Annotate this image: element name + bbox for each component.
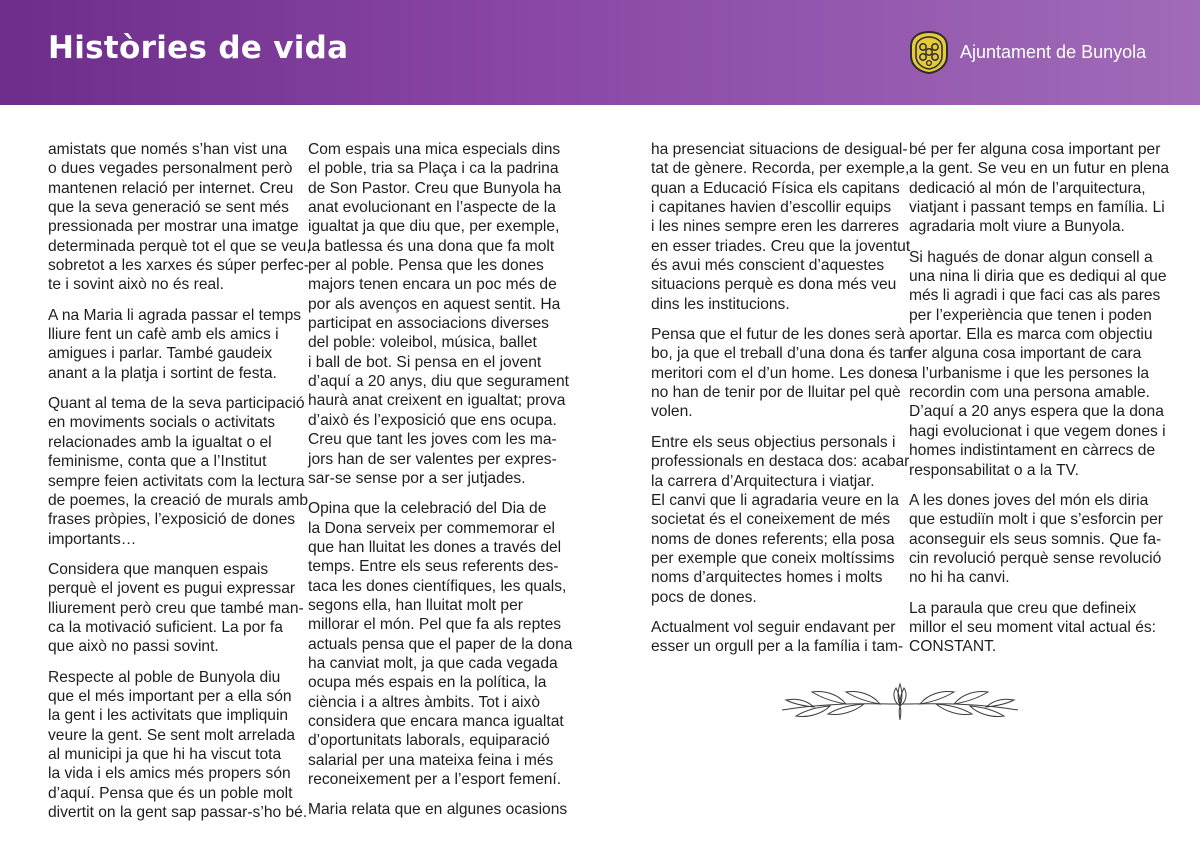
text-line: lliurement però creu que també man- bbox=[48, 599, 304, 617]
text-line: en moviments socials o activitats bbox=[48, 414, 276, 432]
text-line: D’aquí a 20 anys espera que la dona bbox=[909, 403, 1164, 421]
text-line: considera que encara manca igualtat bbox=[308, 712, 564, 730]
paragraph bbox=[651, 433, 911, 607]
text-line: anat evolucionant en l’aspecte de la bbox=[308, 199, 556, 217]
paragraph bbox=[651, 618, 911, 657]
paragraph bbox=[909, 140, 1169, 237]
header-banner bbox=[0, 0, 1200, 105]
text-line: Entre els seus objectius personals i bbox=[651, 433, 896, 451]
text-line: societat és el coneixement de més bbox=[651, 511, 891, 529]
text-line: bo, ja que el treball d’una dona és tan bbox=[651, 345, 912, 363]
text-line: El canvi que li agradaria veure en la bbox=[651, 491, 899, 509]
text-line: noms de dones referents; ella posa bbox=[651, 530, 895, 548]
text-line: que estudiïn molt i que s’esforcin per bbox=[909, 511, 1163, 529]
text-line: haurà anat creixent en igualtat; prova bbox=[308, 392, 566, 410]
text-line: dins les institucions. bbox=[651, 295, 790, 313]
text-line: te i sovint això no és real. bbox=[48, 276, 224, 294]
text-line: CONSTANT. bbox=[909, 638, 997, 656]
text-line: que el més important per a ella són bbox=[48, 687, 292, 705]
paragraph bbox=[651, 140, 911, 314]
text-line: en esser triades. Creu que la joventut bbox=[651, 237, 911, 255]
text-line: quan a Educació Física els capitans bbox=[651, 179, 900, 197]
paragraph bbox=[48, 668, 311, 823]
text-line: A na Maria li agrada passar el temps bbox=[48, 306, 302, 324]
paragraph bbox=[308, 800, 572, 819]
text-line: i capitanes havien d’escollir equips bbox=[651, 199, 892, 217]
text-line: sar-se sense por a ser jutjades. bbox=[308, 469, 526, 487]
text-line: Com espais una mica especials dins bbox=[308, 141, 561, 158]
paragraph bbox=[909, 599, 1169, 657]
municipal-seal-icon bbox=[908, 30, 950, 74]
text-line: Actualment vol seguir endavant per bbox=[651, 618, 896, 636]
text-line: d’oportunitats laborals, equiparació bbox=[308, 732, 550, 750]
text-line: salarial per una mateixa feina i més bbox=[308, 751, 554, 769]
text-line: d’això és l’exposició que ens ocupa. bbox=[308, 411, 557, 429]
text-line: hagi evolucionat i que vegem dones i bbox=[909, 422, 1166, 440]
text-line: la batlessa és una dona que fa molt bbox=[308, 237, 555, 255]
text-line: situacions perquè es dona més veu bbox=[651, 276, 897, 294]
text-line: dedicació al món de l’arquitectura, bbox=[909, 179, 1146, 197]
text-line: anant a la platja i sortint de festa. bbox=[48, 364, 277, 382]
text-line: cin revolució perquè sense revolució bbox=[909, 549, 1162, 567]
text-column-2 bbox=[308, 140, 572, 831]
text-line: agradaria molt viure a Bunyola. bbox=[909, 218, 1125, 236]
text-line: Quant al tema de la seva participació bbox=[48, 395, 305, 413]
page-title: Històries de vida bbox=[48, 30, 349, 66]
text-line: una nina li diria que es dediqui al que bbox=[909, 268, 1167, 286]
text-line: bé per fer alguna cosa important per bbox=[909, 141, 1161, 158]
text-line: jors han de ser valentes per expres- bbox=[308, 450, 557, 468]
text-line: del poble: voleibol, música, ballet bbox=[308, 334, 537, 352]
text-line: Si hagués de donar algun consell a bbox=[909, 248, 1153, 266]
paragraph bbox=[308, 140, 572, 488]
text-line: A les dones joves del món els diria bbox=[909, 491, 1149, 509]
text-line: la gent i les activitats que impliquin bbox=[48, 707, 289, 725]
text-line: ocupa més espais en la política, la bbox=[308, 674, 547, 692]
text-line: la carrera d’Arquitectura i viatjar. bbox=[651, 472, 875, 490]
text-line: a l’urbanisme i que les persones la bbox=[909, 364, 1150, 382]
text-line: homes indistintament en càrrecs de bbox=[909, 442, 1156, 460]
text-line: noms d’arquitectes homes i molts bbox=[651, 569, 883, 587]
text-line: divertit on la gent sap passar-s’ho bé. bbox=[48, 804, 308, 821]
text-line: Pensa que el futur de les dones serà bbox=[651, 326, 905, 344]
text-line: majors tenen encara un poc més de bbox=[308, 276, 557, 294]
text-line: fer alguna cosa important de cara bbox=[909, 345, 1142, 363]
text-line: recordin com una persona amable. bbox=[909, 384, 1150, 402]
text-line: millor el seu moment vital actual és: bbox=[909, 618, 1156, 636]
text-line: pressionada per mostrar una imatge bbox=[48, 218, 299, 236]
text-line: d’aquí a 20 anys, diu que segurament bbox=[308, 373, 569, 391]
text-line: per exemple que coneix moltíssims bbox=[651, 549, 895, 567]
text-line: ha presenciat situacions de desigual- bbox=[651, 141, 908, 158]
municipality-name: Ajuntament de Bunyola bbox=[960, 41, 1147, 62]
text-line: determinada perquè tot el que se veu, bbox=[48, 237, 311, 255]
text-line: per al poble. Pensa que les dones bbox=[308, 257, 544, 275]
text-line: ciència i a altres àmbits. Tot i això bbox=[308, 693, 540, 711]
text-line: no han de tenir por de lluitar pel què bbox=[651, 384, 901, 402]
text-line: feminisme, conta que a l’Institut bbox=[48, 453, 267, 471]
text-line: aconseguir els seus somnis. Que fa- bbox=[909, 530, 1162, 548]
text-line: que la seva generació se sent més bbox=[48, 199, 289, 217]
text-line: participat en associacions diverses bbox=[308, 315, 549, 333]
paragraph bbox=[651, 325, 911, 422]
paragraph bbox=[48, 140, 311, 295]
text-line: perquè el jovent es pugui expressar bbox=[48, 580, 296, 598]
text-line: amistats que només s’han vist una bbox=[48, 141, 288, 158]
text-line: mantenen relació per internet. Creu bbox=[48, 179, 294, 197]
text-line: veure la gent. Se sent molt arrelada bbox=[48, 726, 296, 744]
text-line: meritori com el d’un home. Les dones bbox=[651, 364, 912, 382]
text-line: que això no passi sovint. bbox=[48, 638, 219, 656]
text-line: La paraula que creu que defineix bbox=[909, 599, 1137, 617]
text-line: i les nines sempre eren les darreres bbox=[651, 218, 899, 236]
text-line: professionals en destaca dos: acabar bbox=[651, 453, 910, 471]
text-line: aportar. Ella es marca com objectiu bbox=[909, 326, 1153, 344]
text-line: més li agradi i que faci cas als pares bbox=[909, 287, 1161, 305]
text-line: el poble, tria sa Plaça i ca la padrina bbox=[308, 160, 559, 178]
text-line: Maria relata que en algunes ocasions bbox=[308, 801, 568, 819]
text-line: de Son Pastor. Creu que Bunyola ha bbox=[308, 179, 562, 197]
text-line: a la gent. Se veu en un futur en plena bbox=[909, 160, 1170, 178]
text-line: taca les dones científiques, les quals, bbox=[308, 577, 567, 595]
text-line: la vida i els amics més propers són bbox=[48, 765, 291, 783]
text-line: la Dona serveix per commemorar el bbox=[308, 519, 555, 537]
paragraph bbox=[909, 491, 1169, 588]
floral-divider-icon bbox=[780, 680, 1020, 726]
paragraph bbox=[48, 560, 311, 657]
text-line: Creu que tant les joves com les ma- bbox=[308, 431, 557, 449]
text-line: ha canviat molt, ja que cada vegada bbox=[308, 654, 558, 672]
text-line: i ball de bot. Si pensa en el jovent bbox=[308, 353, 542, 371]
text-line: frases pròpies, l’exposició de dones bbox=[48, 511, 296, 529]
paragraph bbox=[909, 248, 1169, 480]
text-line: reconeixement per a l’esport femení. bbox=[308, 771, 562, 788]
municipality-brand bbox=[908, 30, 1146, 74]
text-line: por als avenços en aquest sentit. Ha bbox=[308, 295, 561, 313]
text-line: per l’experiència que tenen i poden bbox=[909, 306, 1152, 324]
text-line: és avui més conscient d’aquestes bbox=[651, 257, 885, 275]
text-line: sobretot a les xarxes és súper perfec- bbox=[48, 257, 309, 275]
text-line: responsabilitat o a la TV. bbox=[909, 461, 1079, 479]
text-line: temps. Entre els seus referents des- bbox=[308, 558, 559, 576]
text-line: actuals pensa que el paper de la dona bbox=[308, 635, 573, 653]
text-line: Opina que la celebració del Dia de bbox=[308, 500, 547, 518]
text-line: viatjant i passant temps en família. Li bbox=[909, 199, 1165, 217]
text-line: sempre feien activitats com la lectura bbox=[48, 472, 305, 490]
text-line: segons ella, han lluitat molt per bbox=[308, 596, 523, 614]
text-line: de poemes, la creació de murals amb bbox=[48, 491, 309, 509]
text-line: que han lluitat les dones a través del bbox=[308, 538, 562, 556]
text-line: Considera que manquen espais bbox=[48, 560, 269, 578]
text-line: millorar el món. Pel que fa als reptes bbox=[308, 616, 562, 634]
text-line: Respecte al poble de Bunyola diu bbox=[48, 668, 281, 686]
text-line: importants… bbox=[48, 530, 137, 548]
text-line: igualtat ja que diu que, per exemple, bbox=[308, 218, 560, 236]
text-line: o dues vegades personalment però bbox=[48, 160, 293, 178]
text-line: al municipi ja que hi ha viscut tota bbox=[48, 745, 282, 763]
text-line: ca la motivació suficient. La por fa bbox=[48, 618, 283, 636]
text-line: no hi ha canvi. bbox=[909, 569, 1010, 587]
text-line: volen. bbox=[651, 403, 693, 421]
text-line: esser un orgull per a la família i tam- bbox=[651, 638, 904, 656]
text-line: d’aquí. Pensa que és un poble molt bbox=[48, 784, 293, 802]
paragraph bbox=[48, 394, 311, 549]
text-line: lliure fent un cafè amb els amics i bbox=[48, 326, 279, 344]
text-line: relacionades amb la igualtat o el bbox=[48, 433, 272, 451]
paragraph bbox=[308, 499, 572, 789]
text-line: tat de gènere. Recorda, per exemple, bbox=[651, 160, 910, 178]
paragraph bbox=[48, 306, 311, 383]
text-column-4 bbox=[909, 140, 1169, 668]
text-line: pocs de dones. bbox=[651, 588, 757, 606]
text-column-1 bbox=[48, 140, 311, 833]
text-column-3 bbox=[651, 140, 911, 668]
text-line: amigues i parlar. També gaudeix bbox=[48, 345, 273, 363]
